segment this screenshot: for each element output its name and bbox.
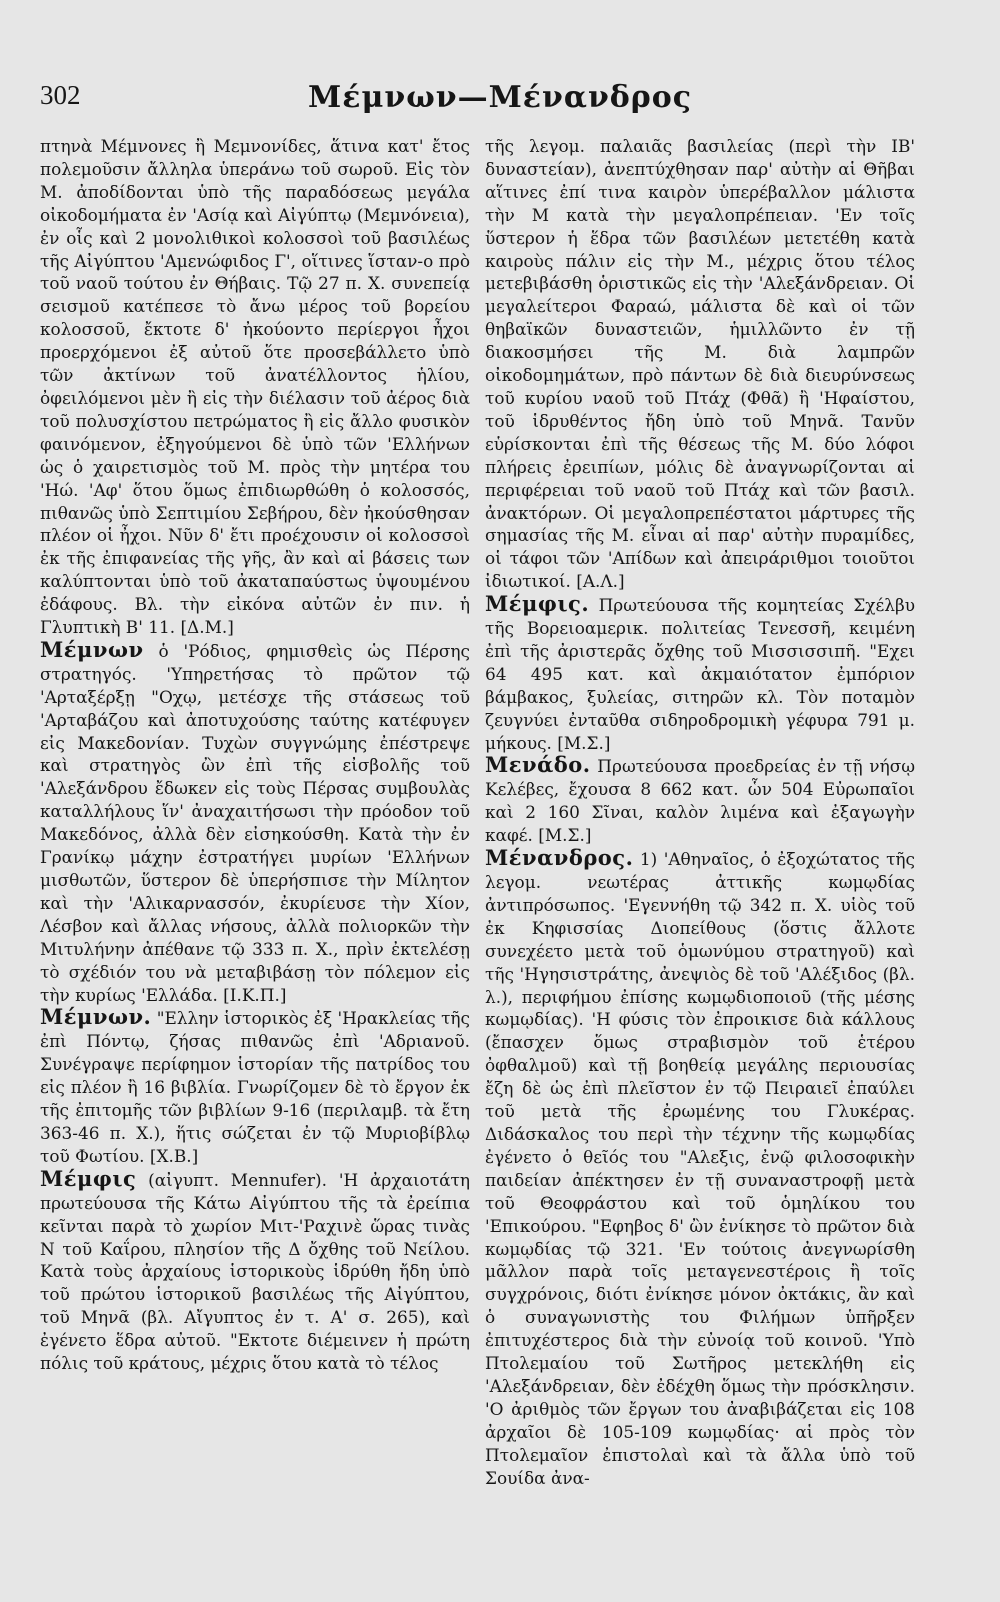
page-header	[40, 72, 960, 122]
entry-continuation	[485, 135, 915, 593]
entry-lemma: Μέμνων.	[40, 1004, 152, 1030]
entry-menado	[485, 754, 915, 847]
entry-text: (αἰγυπτ. Mennufer). 'Η ἀρχαιοτάτη πρωτεύουσα τῆς Κάτω Αἰγύπτου τῆς τὰ ἐρείπια κεῖνται παρὰ τὸ χωρίον Μιτ-'Ραχινὲ ὥρας τινὰς Ν τοῦ Καΐρου, πλησίον τῆς Δ ὄχθης τοῦ Νείλου. Κατὰ τοὺς ἀρχαίους ἱστορικοὺς ἱδρύθη ἤδη ὑπὸ τοῦ πρώτου ἱστορικοῦ βασιλέως τῆς Αἰγύπτου, τοῦ Μηνᾶ (βλ. Αἴγυπτος ἐν τ. Α' σ. 265), καὶ ἐγένετο ἕδρα αὐτοῦ. "Εκτοτε διέμεινεν ἡ πρώτη πόλις τοῦ κράτους, μέχρις ὅτου κατὰ τὸ τέλος	[40, 1169, 470, 1374]
entry-text: Πρωτεύουσα προεδρείας ἐν τῇ νήσῳ Κελέβες, ἔχουσα 8 662 κατ. ὧν 504 Εὐρωπαῖοι καὶ 2 160 Σῖναι, καλὸν λιμένα καὶ ἐξαγωγὴν καφέ. [Μ.Σ.]	[485, 756, 915, 846]
entry-menandros	[485, 847, 915, 1489]
entry-lemma: Μέμνων	[40, 636, 144, 662]
left-column	[40, 135, 470, 1585]
entry-text: ὁ 'Ρόδιος, φημισθεὶς ὡς Πέρσης στρατηγός. 'Υπηρετήσας τὸ πρῶτον τῷ 'Αρταξέρξῃ "Οχῳ, μετέσχε τῆς στάσεως τοῦ 'Αρταβάζου καὶ ἀποτυχούσης ταύτης κατέφυγεν εἰς Μακεδονίαν. Τυχὼν συγγνώμης ἐπέστρεψε καὶ στρατηγὸς ὢν ἐπὶ τῆς εἰσβολῆς τοῦ 'Αλεξάνδρου ἔδωκεν εἰς τοὺς Πέρσας συμβουλὰς καταλλήλους ἵν' ἀναχαιτήσωσι τὴν πρόοδον τοῦ Μακεδόνος, ἀλλὰ δὲν εἰσηκούσθη. Κατὰ τὴν ἐν Γρανίκῳ μάχην ἐστρατήγει μυρίων 'Ελλήνων μισθωτῶν, ὕστερον δὲ ὑπερήσπισε τὴν Μίλητον καὶ τὴν 'Αλικαρνασσόν, ἐκυρίευσε τὴν Χίον, Λέσβον καὶ ἄλλας νήσους, ἀλλὰ πολιορκῶν τὴν Μιτυλήνην ἀπέθανε τῷ 333 π. Χ., πρὶν ἐκτελέσῃ τὸ σχέδιόν του νὰ μεταβιβάσῃ τὸν πόλεμον εἰς τὴν κυρίως 'Ελλάδα. [Ι.Κ.Π.]	[40, 640, 470, 1005]
running-head: Μέμνων—Μένανδρος	[308, 80, 692, 115]
entry-text: "Ελλην ἱστορικὸς ἐξ 'Ηρακλείας τῆς ἐπὶ Πόντῳ, ζήσας πιθανῶς ἐπὶ 'Αδριανοῦ. Συνέγραψε περίφημον ἱστορίαν τῆς πατρίδος του εἰς πλέον ἢ 16 βιβλία. Γνωρίζομεν δὲ τὸ ἔργον ἐκ τῆς ἐπιτομῆς τῶν βιβλίων 9-16 (περιλαμβ. τὰ ἔτη 363-46 π. Χ.), ἥτις σώζεται ἐν τῷ Μυριοβίβλῳ τοῦ Φωτίου. [Χ.Β.]	[40, 1008, 470, 1166]
entry-text: τῆς λεγομ. παλαιᾶς βασιλείας (περὶ τὴν ΙΒ' δυναστείαν), ἀνεπτύχθησαν παρ' αὐτὴν αἱ Θῆβαι αἵτινες ἐπί τινα καιρὸν ὑπερέβαλλον μάλιστα τὴν Μ κατὰ τὴν μεγαλοπρέπειαν. 'Εν τοῖς ὕστερον ἡ ἕδρα τῶν βασιλέων μετετέθη κατὰ καιροὺς πάλιν εἰς τὴν Μ., μέχρις ὅτου τέλος μετεβιβάσθη ὁριστικῶς εἰς τὴν 'Αλεξάνδρειαν. Οἱ μεγαλείτεροι Φαραώ, μάλιστα δὲ καὶ οἱ τῶν θηβαϊκῶν δυναστειῶν, ἡμιλλῶντο ἐν τῇ διακοσμήσει τῆς Μ. διὰ λαμπρῶν οἰκοδομημάτων, πρὸ πάντων δὲ διὰ διευρύνσεως τοῦ κυρίου ναοῦ τοῦ Πτάχ (Φθᾶ) ἢ 'Ηφαίστου, τοῦ ἱδρυθέντος ἤδη ὑπὸ τοῦ Μηνᾶ. Τανῦν εὑρίσκονται ἐπὶ τῆς θέσεως τῆς Μ. δύο λόφοι πλήρεις ἐρειπίων, μόλις δὲ ἀναγνωρίζονται αἱ περιφέρειαι τοῦ ναοῦ τοῦ Πτάχ καὶ τῶν βασιλ. ἀνακτόρων. Οἱ μεγαλοπρεπέστατοι μάρτυρες τῆς σημασίας τῆς Μ. εἶναι αἱ παρ' αὐτὴν πυραμίδες, οἱ τάφοι τῶν 'Απίδων καὶ ἀπειράριθμοι τοιοῦτοι ἰδιωτικοί. [Α.Λ.]	[485, 136, 915, 592]
page-number: 302	[40, 80, 81, 110]
entry-memnon-rhodian	[40, 636, 470, 1007]
entry-lemma: Μέμφις.	[485, 591, 590, 617]
entry-text: Πρωτεύουσα τῆς κομητείας Σχέλβυ τῆς Βορειοαμερικ. πολιτείας Τενεσσῆ, κειμένη ἐπὶ τῆς ἀριστερᾶς ὄχθης τοῦ Μισσισσιπῆ. "Εχει 64 495 κατ. καὶ ἀκμαιότατον ἐμπόριον βάμβακος, ξυλείας, σιτηρῶν κλ. Τὸν ποταμὸν ζευγνύει ἐνταῦθα σιδηροδρομικὴ γέφυρα 791 μ. μήκους. [Μ.Σ.]	[485, 595, 915, 753]
entry-memphis-tennessee	[485, 593, 915, 754]
entry-text: 1) 'Αθηναῖος, ὁ ἐξοχώτατος τῆς λεγομ. νεωτέρας ἀττικῆς κωμῳδίας ἀντιπρόσωπος. 'Εγεννήθη τῷ 342 π. Χ. υἱὸς τοῦ ἐκ Κηφισσίας Διοπείθους (ὅστις ἄλλοτε συνεχέετο μετὰ τοῦ ὁμωνύμου στρατηγοῦ) καὶ τῆς 'Ηγησιστράτης, ἀνεψιὸς δὲ τοῦ 'Αλέξιδος (βλ. λ.), περιφήμου ἐπίσης κωμῳδιοποιοῦ (τῆς μέσης κωμῳδίας). 'Η φύσις τὸν ἐπροικισε διὰ κάλλους (ἔπασχεν ὅμως στραβισμὸν τοῦ ἑτέρου ὀφθαλμοῦ) καὶ τῇ βοηθείᾳ μεγάλης περιουσίας ἔζη δὲ ὡς ἐπὶ πλεῖστον ἐν τῷ Πειραιεῖ ἐπαύλει τοῦ μετὰ τῆς ἐρωμένης του Γλυκέρας. Διδάσκαλος του περὶ τὴν τέχνην τῆς κωμῳδίας ἐγένετο ὁ θεῖός του "Αλεξις, ἐνῷ φιλοσοφικὴν παιδείαν ἀπέκτησεν ἐν τῇ συναναστροφῇ μετὰ τοῦ Θεοφράστου καὶ τοῦ ὁμηλίκου του 'Επικούρου. "Εφηβος δ' ὢν ἐνίκησε τὸ πρῶτον διὰ κωμῳδίας τῷ 321. 'Εν τούτοις ἀνεγνωρίσθη μᾶλλον παρὰ τοῖς μεταγενεστέροις ἢ τοῖς συγχρόνοις, διότι ἐνίκησε μόνον ὀκτάκις, ἂν καὶ ὁ συναγωνιστὴς του Φιλήμων ὑπῆρξεν ἐπιτυχέστερος διὰ τὴν εὐνοίᾳ τοῦ κοινοῦ. 'Υπὸ Πτολεμαίου τοῦ Σωτῆρος μετεκλήθη εἰς 'Αλεξάνδρειαν, δὲν ἐδέχθη ὅμως τὴν πρόσκλησιν. 'Ο ἀριθμὸς τῶν ἔργων του ἀναβιβάζεται εἰς 108 ἀρχαῖοι δὲ 105-109 κωμῳδίας· αἱ πρὸς τὸν Πτολεμαῖον ἐπιστολαὶ καὶ τὰ ἄλλα ὑπὸ τοῦ Σουίδα ἀνα-	[485, 849, 915, 1488]
entry-memphis-egypt	[40, 1165, 470, 1375]
entry-text: πτηνὰ Μέμνονες ἢ Μεμνονίδες, ἅτινα κατ' ἔτος πολεμοῦσιν ἄλληλα ὑπεράνω τοῦ σωροῦ. Εἰς τὸν Μ. ἀποδίδονται ὑπὸ τῆς παραδόσεως μεγάλα οἰκοδομήματα ἐν 'Ασίᾳ καὶ Αἰγύπτῳ (Μεμνόνεια), ἐν οἷς καὶ 2 μονολιθικοὶ κολοσσοὶ τοῦ βασιλέως τῆς Αἰγύπτου 'Αμενώφιδος Γ', οἵτινες ἵσταν-ο πρὸ τοῦ ναοῦ τούτου ἐν Θήβαις. Τῷ 27 π. Χ. συνεπείᾳ σεισμοῦ κατέπεσε τὸ ἄνω μέρος τοῦ βορείου κολοσσοῦ, ἔκτοτε δ' ἠκούοντο περίεργοι ἦχοι προερχόμενοι ἐξ αὐτοῦ ὅτε προσεβάλλετο ὑπὸ τῶν ἀκτίνων τοῦ ἀνατέλλοντος ἡλίου, ὀφειλόμενοι μὲν ἢ εἰς τὴν διέλασιν τοῦ ἀέρος διὰ τοῦ πολυσχίστου πετρώματος ἢ εἰς ἄλλο φυσικὸν φαινόμενον, ἐξηγούμενοι δὲ ὑπὸ τῶν 'Ελλήνων ὡς ὁ χαιρετισμὸς τοῦ Μ. πρὸς τὴν μητέρα του 'Ηώ. 'Αφ' ὅτου ὅμως ἐπιδιωρθώθη ὁ κολοσσός, πιθανῶς ὑπὸ Σεπτιμίου Σεβήρου, δὲν ἠκούσθησαν πλέον οἱ ἦχοι. Νῦν δ' ἔτι προέχουσιν οἱ κολοσσοὶ ἐκ τῆς ἐπιφανείας τῆς γῆς, ἂν καὶ αἱ βάσεις των καλύπτονται ὑπὸ τοῦ ἀκαταπαύστως ὑψουμένου ἐδάφους. Βλ. τὴν εἰκόνα αὐτῶν ἐν πιν. ἡ Γλυπτικὴ Β' 11. [Δ.Μ.]	[40, 136, 470, 638]
entry-memnon-historian	[40, 1006, 470, 1167]
entry-continuation	[40, 135, 470, 639]
entry-lemma: Μένανδρος.	[485, 845, 634, 871]
entry-lemma: Μέμφις	[40, 1165, 137, 1191]
entry-lemma: Μενάδο.	[485, 752, 591, 778]
right-column	[485, 135, 915, 1585]
